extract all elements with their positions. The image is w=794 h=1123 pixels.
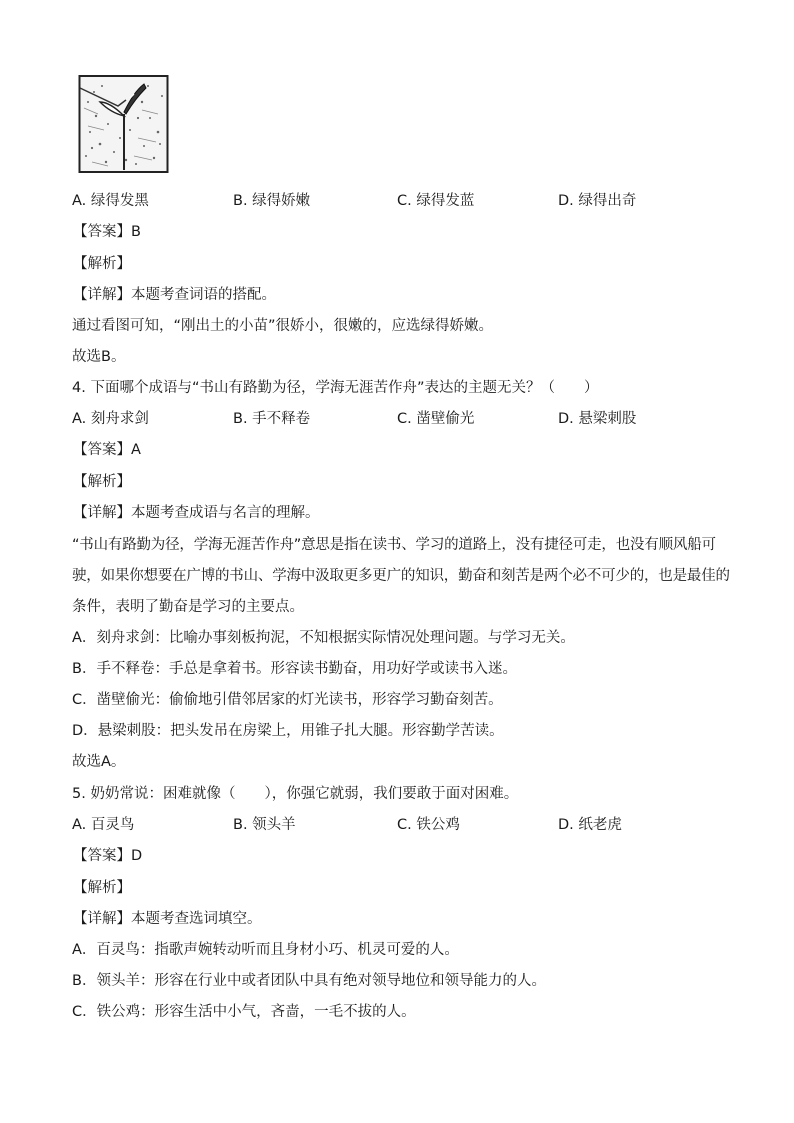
q4-item-a: A．刻舟求剑：比喻办事刻板拘泥，不知根据实际情况处理问题。与学习无关。 — [72, 630, 575, 646]
q3-option-a: A. 绿得发黑 — [72, 193, 149, 209]
q3-answer: 【答案】B — [73, 224, 141, 240]
q4-question: 4. 下面哪个成语与“书山有路勤为径，学海无涯苦作舟”表达的主题无关？（ ） — [72, 380, 599, 396]
q4-explanation-line-3: 条件，表明了勤奋是学习的主要点。 — [72, 599, 304, 615]
q5-item-c: C．铁公鸡：形容生活中小气，吝啬，一毛不拔的人。 — [72, 1004, 416, 1020]
q4-item-c: C．凿壁偷光：偷偷地引借邻居家的灯光读书，形容学习勤奋刻苦。 — [72, 692, 503, 708]
q3-option-b: B. 绿得娇嫩 — [233, 193, 311, 209]
q5-option-b: B. 领头羊 — [233, 817, 296, 833]
q4-analysis-label: 【解析】 — [73, 474, 131, 490]
q4-option-c: C. 凿壁偷光 — [397, 411, 475, 427]
q5-analysis-label: 【解析】 — [73, 880, 131, 896]
q5-option-a: A. 百灵鸟 — [72, 817, 135, 833]
q4-detail: 【详解】本题考查成语与名言的理解。 — [73, 505, 320, 521]
q3-conclusion: 故选B。 — [72, 349, 126, 365]
q4-option-b: B. 手不释卷 — [233, 411, 311, 427]
seedling-image — [78, 72, 170, 174]
q5-option-d: D. 纸老虎 — [558, 817, 622, 833]
q3-option-d: D. 绿得出奇 — [558, 193, 637, 209]
q4-option-a: A. 刻舟求剑 — [72, 411, 149, 427]
q3-explanation: 通过看图可知，“刚出土的小苗”很娇小，很嫩的，应选绿得娇嫩。 — [72, 318, 494, 334]
q4-item-d: D．悬梁刺股：把头发吊在房梁上，用锥子扎大腿。形容勤学苦读。 — [72, 723, 504, 739]
q4-option-d: D. 悬梁刺股 — [558, 411, 637, 427]
q5-option-c: C. 铁公鸡 — [397, 817, 460, 833]
q4-explanation-line-2: 驶，如果你想要在广博的书山、学海中汲取更多更广的知识，勤奋和刻苦是两个必不可少的，也是最佳的 — [72, 568, 730, 584]
q3-analysis-label: 【解析】 — [73, 256, 131, 272]
q3-option-c: C. 绿得发蓝 — [397, 193, 475, 209]
q3-detail: 【详解】本题考查词语的搭配。 — [73, 287, 276, 303]
q4-explanation-line-1: “书山有路勤为径，学海无涯苦作舟”意思是指在读书、学习的道路上，没有捷径可走，也没有顺风船可 — [72, 537, 716, 553]
q5-item-a: A．百灵鸟：指歌声婉转动听而且身材小巧、机灵可爱的人。 — [72, 942, 459, 958]
q5-answer: 【答案】D — [73, 848, 143, 864]
q4-answer: 【答案】A — [73, 442, 141, 458]
q5-item-b: B．领头羊：形容在行业中或者团队中具有绝对领导地位和领导能力的人。 — [72, 973, 546, 989]
q5-detail: 【详解】本题考查选词填空。 — [73, 911, 262, 927]
q5-question: 5. 奶奶常说：困难就像（ ），你强它就弱，我们要敢于面对困难。 — [72, 786, 519, 802]
q4-conclusion: 故选A。 — [72, 754, 126, 770]
q4-item-b: B．手不释卷：手总是拿着书。形容读书勤奋，用功好学或读书入迷。 — [72, 661, 517, 677]
